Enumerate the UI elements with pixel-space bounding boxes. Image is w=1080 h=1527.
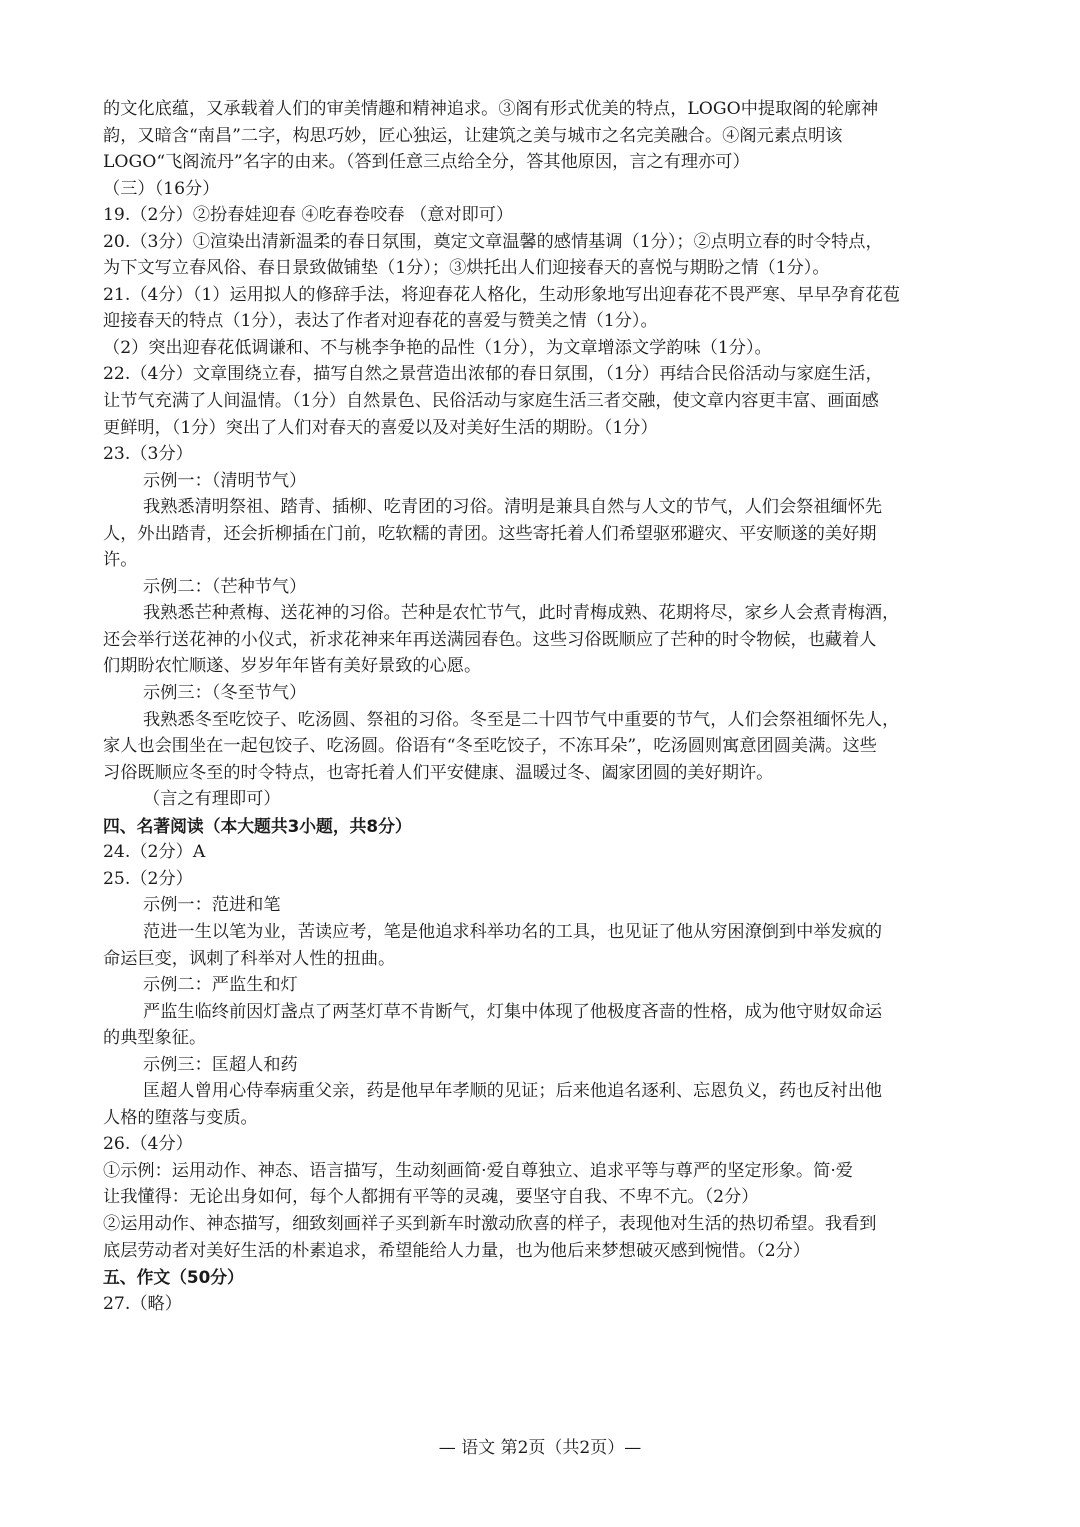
text-line: 严监生临终前因灯盏点了两茎灯草不肯断气，灯集中体现了他极度吝啬的性格，成为他守财奴命运: [143, 1001, 883, 1022]
text-line: 24.（2分）A: [103, 842, 206, 863]
text-line: （三）（16分）: [103, 178, 220, 199]
text-line: 示例一：范进和笔: [143, 895, 281, 916]
text-line: 23.（3分）: [103, 444, 193, 465]
text-line: 的典型象征。: [103, 1028, 207, 1049]
text-line: （2）突出迎春花低调谦和、不与桃李争艳的品性（1分），为文章增添文学韵味（1分）。: [103, 337, 772, 358]
text-line: 21.（4分）（1）运用拟人的修辞手法，将迎春花人格化，生动形象地写出迎春花不畏严寒、早早孕育花苞: [103, 284, 900, 305]
text-line: 还会举行送花神的小仪式，祈求花神来年再送满园春色。这些习俗既顺应了芒种的时令物候，也藏着人: [103, 629, 877, 650]
text-line: 命运巨变，讽刺了科举对人性的扭曲。: [103, 948, 396, 969]
text-line: 范进一生以笔为业，苦读应考，笔是他追求科举功名的工具，也见证了他从穷困潦倒到中举发疯的: [143, 921, 883, 942]
text-line: 22.（4分）文章围绕立春，描写自然之景营造出浓郁的春日氛围，（1分）再结合民俗活动与家庭生活，: [103, 364, 883, 385]
text-line: 让节气充满了人间温情。（1分）自然景色、民俗活动与家庭生活三者交融，使文章内容更丰富、画面感: [103, 391, 879, 412]
page-footer: — 语文 第2页（共2页）—: [438, 1438, 642, 1458]
text-line: 让我懂得：无论出身如何，每个人都拥有平等的灵魂，要坚守自我、不卑不亢。（2分）: [103, 1187, 759, 1208]
section-heading: 四、名著阅读（本大题共3小题，共8分）: [103, 815, 412, 836]
text-line: 我熟悉清明祭祖、踏青、插柳、吃青团的习俗。清明是兼具自然与人文的节气，人们会祭祖缅怀先: [143, 497, 883, 518]
text-line: 26.（4分）: [103, 1134, 193, 1155]
text-line: 25.（2分）: [103, 868, 193, 889]
text-line: 示例二：严监生和灯: [143, 975, 298, 996]
text-line: 我熟悉冬至吃饺子、吃汤圆、祭祖的习俗。冬至是二十四节气中重要的节气，人们会祭祖缅怀先人，: [143, 709, 900, 730]
text-line: 示例一：（清明节气）: [143, 470, 307, 491]
text-line: 示例二：（芒种节气）: [143, 576, 307, 597]
text-line: 20.（3分）①渲染出清新温柔的春日氛围，奠定文章温馨的感情基调（1分）；②点明立春的时令特点，: [103, 231, 883, 252]
text-line: 韵，又暗含“南昌”二字，构思巧妙，匠心独运，让建筑之美与城市之名完美融合。④阁元素点明该: [103, 125, 843, 146]
text-line: ①示例：运用动作、神态、语言描写，生动刻画简·爱自尊独立、追求平等与尊严的坚定形象。简·爱: [103, 1160, 853, 1181]
text-line: 我熟悉芒种煮梅、送花神的习俗。芒种是农忙节气，此时青梅成熟、花期将尽，家乡人会煮青梅酒，: [143, 603, 900, 624]
text-line: 许。: [103, 550, 138, 571]
text-line: 底层劳动者对美好生活的朴素追求，希望能给人力量，也为他后来梦想破灭感到惋惜。（2分）: [103, 1240, 811, 1261]
text-line: 示例三：匡超人和药: [143, 1054, 298, 1075]
text-line: 匡超人曾用心侍奉病重父亲，药是他早年孝顺的见证；后来他追名逐利、忘恩负义，药也反衬出他: [143, 1081, 883, 1102]
text-line: （言之有理即可）: [143, 789, 281, 810]
text-line: ②运用动作、神态描写，细致刻画祥子买到新车时激动欣喜的样子，表现他对生活的热切希望。我看到: [103, 1213, 877, 1234]
text-line: 习俗既顺应冬至的时令特点，也寄托着人们平安健康、温暖过冬、阖家团圆的美好期许。: [103, 762, 774, 783]
text-line: 更鲜明，（1分）突出了人们对春天的喜爱以及对美好生活的期盼。（1分）: [103, 417, 658, 438]
text-line: 19.（2分）②扮春娃迎春 ④吃春卷咬春 （意对即可）: [103, 205, 514, 226]
text-line: 家人也会围坐在一起包饺子、吃汤圆。俗语有“冬至吃饺子，不冻耳朵”，吃汤圆则寓意团圆美满。这些: [103, 736, 877, 757]
text-line: 示例三：（冬至节气）: [143, 683, 307, 704]
text-line: 迎接春天的特点（1分），表达了作者对迎春花的喜爱与赞美之情（1分）。: [103, 311, 658, 332]
section-heading: 五、作文（50分）: [103, 1267, 244, 1288]
text-line: LOGO“飞阁流丹”名字的由来。（答到任意三点给全分，答其他原因，言之有理亦可）: [103, 152, 750, 173]
text-line: 为下文写立春风俗、春日景致做铺垫（1分）；③烘托出人们迎接春天的喜悦与期盼之情（1分）。: [103, 258, 830, 279]
text-line: 的文化底蕴，又承载着人们的审美情趣和精神追求。③阁有形式优美的特点，LOGO中提取阁的轮廓神: [103, 99, 879, 119]
text-line: 人格的堕落与变质。: [103, 1107, 258, 1128]
answer-key-document: [103, 96, 980, 1317]
text-line: 27.（略）: [103, 1293, 182, 1314]
text-line: 们期盼农忙顺遂、岁岁年年皆有美好景致的心愿。: [103, 656, 482, 677]
text-line: 人，外出踏青，还会折柳插在门前，吃软糯的青团。这些寄托着人们希望驱邪避灾、平安顺遂的美好期: [103, 523, 877, 544]
